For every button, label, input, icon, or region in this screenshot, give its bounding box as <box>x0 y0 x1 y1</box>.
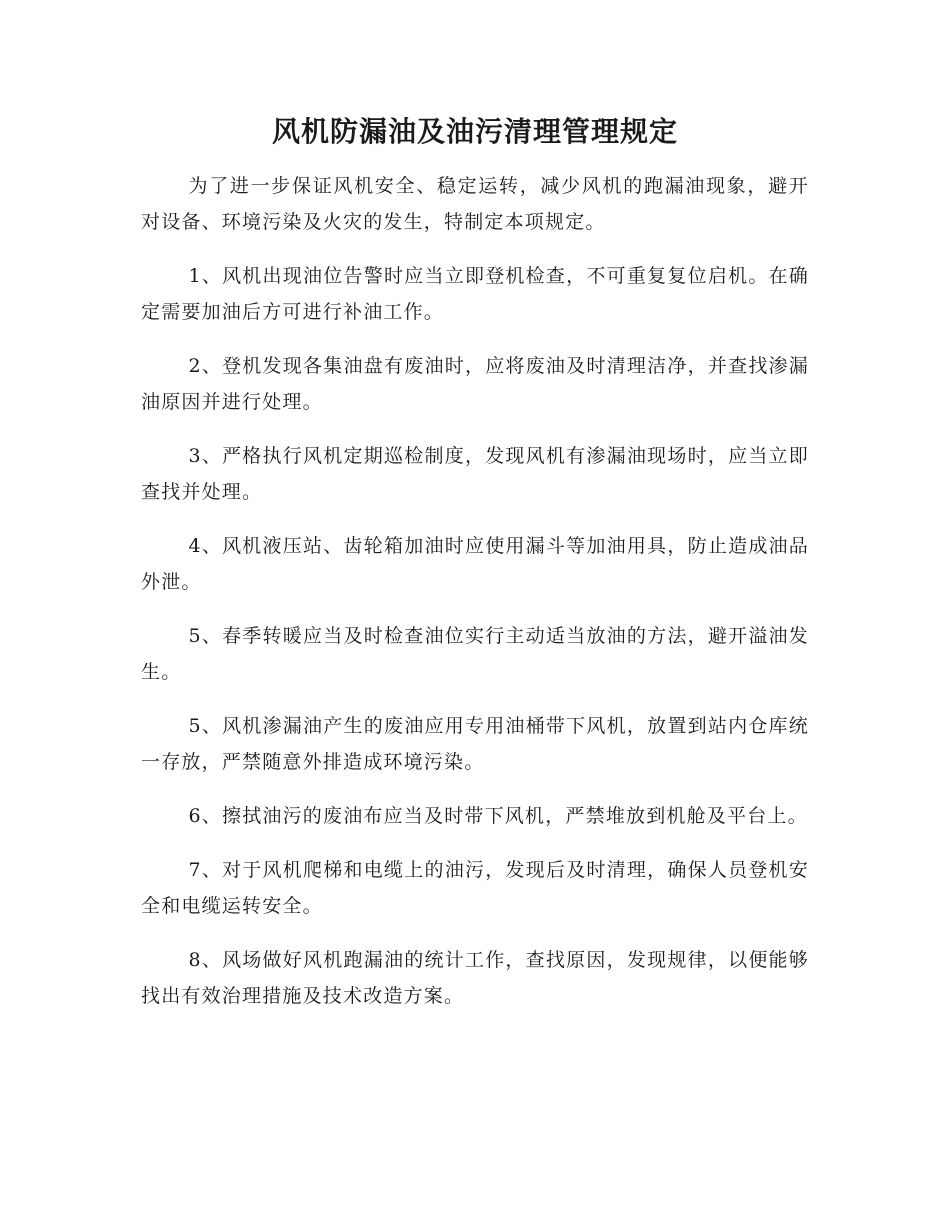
rule-paragraph: 6、擦拭油污的废油布应当及时带下风机，严禁堆放到机舱及平台上。 <box>188 805 808 827</box>
document-title: 风机防漏油及油污清理管理规定 <box>271 115 678 148</box>
intro-paragraph: 为了进一步保证风机安全、稳定运转，减少风机的跑漏油现象，避开对设备、环境污染及火灾的发生，特制定本项规定。 <box>141 175 809 233</box>
document-body <box>141 168 809 1014</box>
rule-paragraph: 3、严格执行风机定期巡检制度，发现风机有渗漏油现场时，应当立即查找并处理。 <box>141 445 809 503</box>
rule-paragraph: 1、风机出现油位告警时应当立即登机检查，不可重复复位启机。在确定需要加油后方可进行补油工作。 <box>141 265 809 323</box>
rule-paragraph: 2、登机发现各集油盘有废油时，应将废油及时清理洁净，并查找渗漏油原因并进行处理。 <box>141 355 809 413</box>
rule-paragraph: 5、春季转暖应当及时检查油位实行主动适当放油的方法，避开溢油发生。 <box>141 625 809 683</box>
rule-paragraph: 4、风机液压站、齿轮箱加油时应使用漏斗等加油用具，防止造成油品外泄。 <box>141 535 809 593</box>
rule-paragraph: 5、风机渗漏油产生的废油应用专用油桶带下风机，放置到站内仓库统一存放，严禁随意外排造成环境污染。 <box>141 715 809 773</box>
rule-paragraph: 7、对于风机爬梯和电缆上的油污，发现后及时清理，确保人员登机安全和电缆运转安全。 <box>141 859 809 917</box>
rule-paragraph: 8、风场做好风机跑漏油的统计工作，查找原因，发现规律，以便能够找出有效治理措施及技术改造方案。 <box>141 949 809 1007</box>
